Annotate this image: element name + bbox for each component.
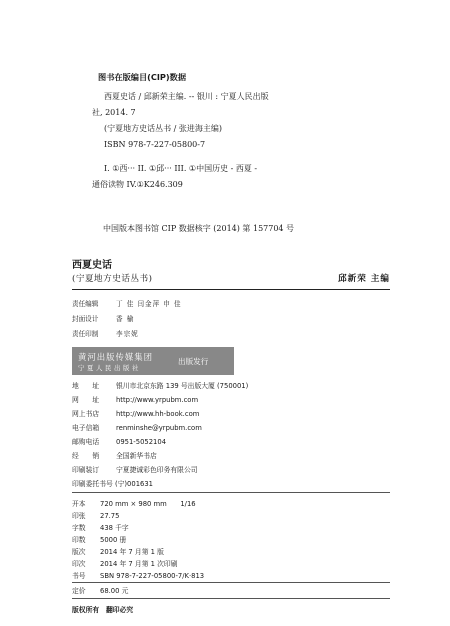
spec-label: 印次: [72, 560, 86, 568]
spec-label: 版次: [72, 548, 86, 556]
info-value: 银川市北京东路 139 号出版大厦 (750001): [116, 382, 249, 390]
price-label: 定价: [72, 587, 86, 595]
editor-credit: 邱新荣 主编: [338, 274, 390, 284]
spec-row: [72, 510, 119, 520]
staff-value: 香 榆: [116, 315, 135, 323]
staff-value: 李宗妮: [116, 330, 139, 338]
cip-line-1: 西夏史话 / 邱新荣主编. -- 银川 : 宁夏人民出版: [104, 92, 269, 101]
price-row: [72, 585, 128, 595]
cip-line-3: (宁夏地方史话丛书 / 张进海主编): [104, 124, 223, 133]
info-row: [72, 394, 198, 404]
spec-value: 2014 年 7 月第 1 次印刷: [100, 560, 178, 568]
info-row: [72, 436, 166, 446]
info-label: 网 址: [72, 396, 100, 404]
info-value: http://www.hh-book.com: [116, 410, 200, 418]
spec-value: 27.75: [100, 512, 120, 520]
spec-label: 开本: [72, 500, 86, 508]
spec-value: 5000 册: [100, 536, 127, 544]
spec-value: 720 mm × 980 mm 1/16: [100, 500, 196, 508]
cip-block: [92, 72, 432, 193]
info-label: 印刷装订: [72, 466, 100, 474]
staff-label: 责任编辑: [72, 300, 99, 308]
info-label: 网上书店: [72, 410, 100, 418]
staff-row: [72, 298, 182, 308]
publisher-group-name: 黄河出版传媒集团: [78, 352, 153, 362]
spec-label: 印数: [72, 536, 86, 544]
spec-row: [72, 546, 164, 556]
info-value: http://www.yrpubm.com: [116, 396, 199, 404]
divider: [72, 289, 390, 290]
info-value: renminshe@yrpubm.com: [116, 424, 202, 432]
divider: [72, 598, 390, 599]
info-row: [72, 450, 157, 460]
info-value: 0951-5052104: [116, 438, 167, 446]
info-row: [72, 464, 198, 474]
spec-value: 438 千字: [100, 524, 129, 532]
spec-row: [72, 522, 129, 532]
spec-row: [72, 558, 178, 568]
publisher-logo: [72, 347, 234, 375]
spec-row: [72, 498, 196, 508]
book-title: 西夏史话: [72, 260, 112, 271]
publisher-role: 出版发行: [178, 357, 209, 366]
info-label: 邮购电话: [72, 438, 100, 446]
staff-label: 责任印制: [72, 330, 99, 338]
staff-label: 封面设计: [72, 315, 99, 323]
cip-line-2: 社, 2014. 7: [92, 108, 136, 117]
info-value: 宁夏捷诚彩色印务有限公司: [116, 466, 198, 474]
staff-row: [72, 313, 134, 323]
staff-value: 丁 佳 闫金萍 申 佳: [116, 300, 182, 308]
publisher-name: 宁夏人民出版社: [78, 364, 141, 372]
spec-row: [72, 534, 126, 544]
spec-label: 印张: [72, 512, 86, 520]
info-row: [72, 408, 199, 418]
cip-heading: 图书在版编目(CIP)数据: [98, 72, 187, 82]
staff-row: [72, 328, 139, 338]
spec-label: 字数: [72, 524, 86, 532]
cip-line-5: I. ①西··· II. ①邱··· III. ①中国历史 - 西夏 -: [104, 164, 258, 173]
cip-line-4: ISBN 978-7-227-05800-7: [104, 140, 206, 149]
info-row: [72, 380, 248, 390]
info-value: 全国新华书店: [116, 452, 157, 460]
print-contract-number: 印刷委托书号 (宁)001631: [72, 480, 153, 488]
price-value: 68.00 元: [100, 587, 129, 595]
cip-line-6: 通俗读物 IV.①K246.309: [92, 180, 183, 189]
spec-value: 2014 年 7 月第 1 版: [100, 548, 164, 556]
info-label: 地 址: [72, 382, 100, 390]
cip-note: 中国版本图书馆 CIP 数据核字 (2014) 第 157704 号: [103, 224, 295, 233]
divider: [72, 492, 390, 493]
spec-row: [72, 570, 204, 580]
series-name: (宁夏地方史话丛书): [72, 274, 153, 284]
spec-value: SBN 978-7-227-05800-7/K·813: [100, 572, 205, 580]
spec-label: 书号: [72, 572, 86, 580]
divider: [72, 582, 390, 583]
info-label: 经 销: [72, 452, 100, 460]
info-row: [72, 422, 202, 432]
info-label: 电子信箱: [72, 424, 100, 432]
rights-notice: 版权所有 翻印必究: [72, 606, 134, 614]
